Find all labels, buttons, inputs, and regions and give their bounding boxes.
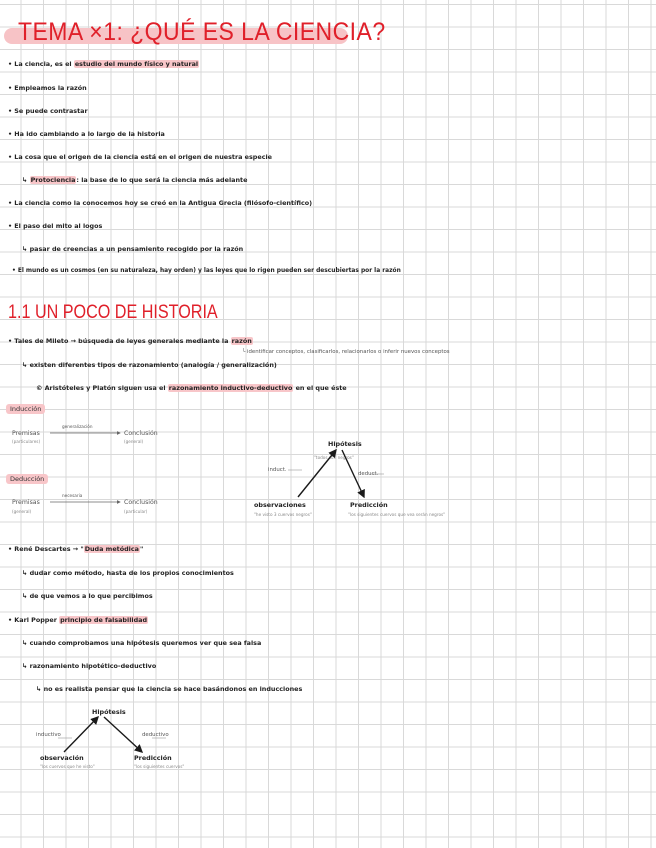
history-aristoteles: © Aristóteles y Platón siguen usa el razonamiento inductivo-deductivo en el que éste [36, 384, 347, 392]
diagram2-observacion-sub: "los cuervos que he visto" [40, 764, 95, 769]
history-tipos: ↳ existen diferentes tipos de razonamiento (analogía / generalización) [22, 361, 277, 369]
induccion-premisas: Premisas [12, 430, 40, 437]
history-tales-note: └ identificar conceptos, clasificarlos, relacionarlos o inferir nuevos conceptos [242, 349, 450, 355]
history-tales: • Tales de Mileto → búsqueda de leyes generales mediante la razón [8, 337, 252, 345]
intro-line-9: ↳ pasar de creencias a un pensamiento recogido por la razón [22, 245, 244, 253]
induccion-conclusion: Conclusión [124, 430, 158, 437]
intro-line-8: • El paso del mito al logos [8, 222, 103, 230]
diagram1-prediccion-sub: "los siguientes cuervos que vea serán negros" [348, 512, 446, 517]
diagram1-induct: induct. [268, 467, 287, 473]
intro-line-5: • La cosa que el origen de la ciencia está en el origen de nuestra especie [8, 153, 273, 161]
induccion-premisas-sub: (particulares) [12, 439, 41, 444]
diagram2-deductivo: deductivo [142, 732, 169, 738]
diagram1-arrow-down [342, 450, 364, 497]
diagram2-inductivo: inductivo [36, 732, 61, 738]
deduccion-arrow-label: necesaria [62, 493, 83, 498]
diagram1-hipotesis-sub: "todos son negros" [314, 455, 354, 460]
highlight-razon: razón [231, 337, 252, 345]
diagram2-observacion: observación [40, 754, 84, 762]
intro-line-10: • El mundo es un cosmos (en su naturaleza, hay orden) y las leyes que lo rigen pueden ser descubiertas por la razón [12, 268, 401, 274]
highlight-duda: Duda metódica [84, 545, 139, 553]
diagram2-prediccion: Predicción [134, 754, 172, 762]
modern-popper: • Karl Popper principio de falsabilidad [8, 616, 148, 624]
page-title: TEMA ×1: ¿QUÉ ES LA CIENCIA? [18, 18, 386, 46]
deduccion-premisas-sub: (general) [12, 509, 32, 514]
diagram2-arrow-up [64, 717, 98, 752]
diagram1-observaciones: observaciones [254, 501, 306, 509]
modern-popper-1: ↳ cuando comprobamos una hipótesis queremos ver que sea falsa [22, 639, 262, 647]
diagram1-prediccion: Predicción [350, 501, 388, 509]
diagram1-arrow-up [298, 450, 336, 497]
deduccion-premisas: Premisas [12, 499, 40, 506]
modern-popper-3: ↳ no es realista pensar que la ciencia se hace basándonos en inducciones [36, 685, 303, 693]
modern-descartes: • René Descartes → "Duda metódica" [8, 545, 144, 553]
diagram2-hipotesis: Hipótesis [92, 708, 126, 716]
intro-line-2: • Empleamos la razón [8, 84, 87, 92]
diagram1-hipotesis: Hipótesis [328, 440, 362, 448]
induccion-conclusion-sub: (general) [124, 439, 144, 444]
intro-line-7: • La ciencia como la conocemos hoy se creó en la Antigua Grecia (filósofo-científico) [8, 199, 313, 207]
intro-line-4: • Ha ido cambiando a lo largo de la historia [8, 130, 165, 138]
deduccion-conclusion: Conclusión [124, 499, 158, 506]
deduccion-conclusion-sub: (particular) [124, 509, 148, 514]
diagram2-prediccion-sub: "los siguientes cuervos" [134, 764, 185, 769]
modern-popper-2: ↳ razonamiento hipotético-deductivo [22, 662, 157, 670]
diagram1-observaciones-sub: "he visto 3 cuervos negros" [254, 512, 312, 517]
diagram2-arrow-down [104, 717, 142, 752]
intro-line-6: ↳ Protociencia: la base de lo que será la ciencia más adelante [22, 176, 248, 184]
intro-line-1: • La ciencia, es el estudio del mundo físico y natural [8, 60, 199, 68]
modern-descartes-2: ↳ de que vemos a lo que percibimos [22, 592, 153, 600]
highlight-estudio: estudio del mundo físico y natural [74, 60, 199, 68]
section-title: 1.1 UN POCO DE HISTORIA [8, 302, 218, 323]
diagram1-deduct: deduct. [358, 471, 379, 477]
highlight-falsabilidad: principio de falsabilidad [60, 616, 148, 624]
modern-descartes-1: ↳ dudar como método, hasta de los propios conocimientos [22, 569, 234, 577]
highlight-razonamiento: razonamiento inductivo-deductivo [168, 384, 293, 392]
deduccion-label: Deducción [6, 474, 48, 484]
highlight-protociencia: Protociencia [30, 176, 76, 184]
induccion-arrow-label: generalización [62, 424, 93, 429]
intro-line-3: • Se puede contrastar [8, 107, 88, 115]
induccion-label: Inducción [6, 404, 45, 414]
